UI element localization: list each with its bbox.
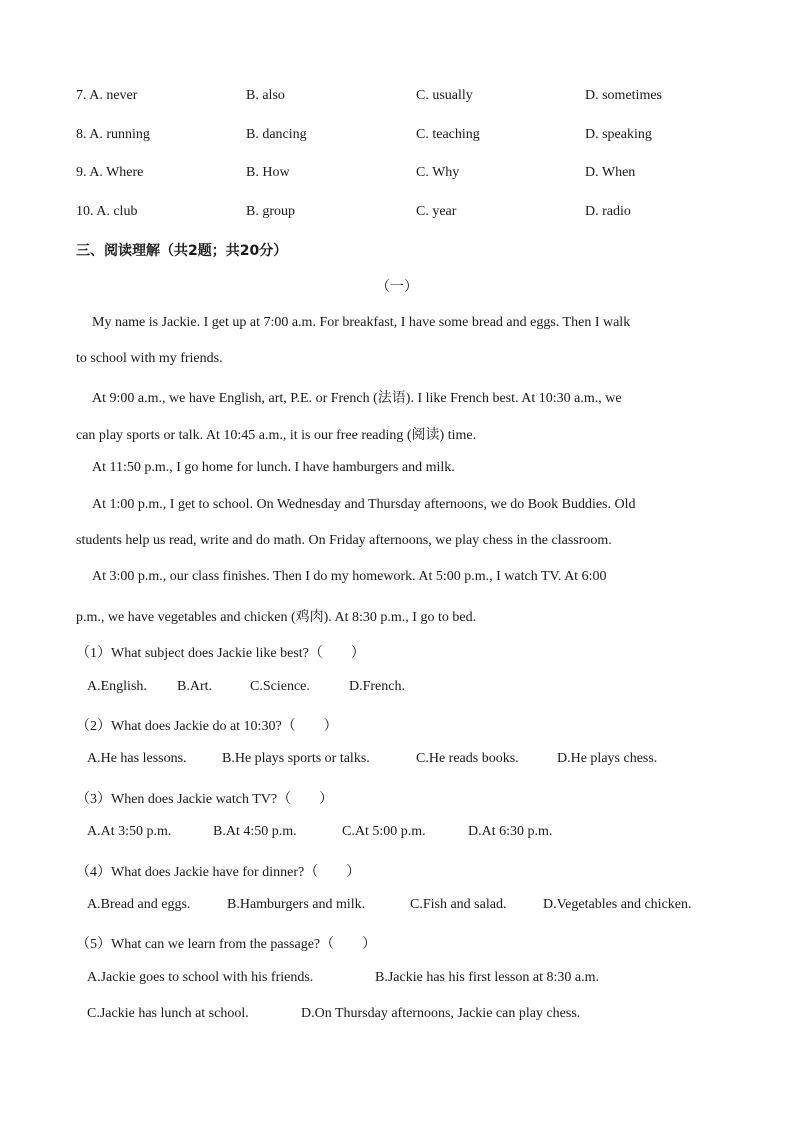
option-9-c: C. Why [416,165,460,180]
answer-5-b: B.Jackie has his first lesson at 8:30 a.m. [375,970,599,985]
answers-1 [87,679,727,699]
answer-4-a: A.Bread and eggs. [87,897,191,912]
question-3: （3）When does Jackie watch TV?（ ） [76,792,334,807]
answer-5-c: C.Jackie has lunch at school. [87,1006,249,1021]
answer-4-b: B.Hamburgers and milk. [227,897,366,912]
option-9-a: 9. A. Where [76,165,144,180]
answer-4-d: D.Vegetables and chicken. [543,897,692,912]
passage-line: to school with my friends. [76,351,223,366]
option-8-c: C. teaching [416,127,480,142]
answer-2-a: A.He has lessons. [87,751,187,766]
answers-5-row1 [87,970,727,990]
option-7-a: 7. A. never [76,88,138,103]
answer-2-d: D.He plays chess. [557,751,658,766]
option-9-d: D. When [585,165,636,180]
answer-5-a: A.Jackie goes to school with his friends. [87,970,314,985]
answer-5-d: D.On Thursday afternoons, Jackie can play chess. [301,1006,581,1021]
passage-line: students help us read, write and do math. On Friday afternoons, we play chess in the classroom. [76,533,612,548]
passage-line: My name is Jackie. I get up at 7:00 a.m. For breakfast, I have some bread and eggs. Then I walk [92,315,631,330]
question-4: （4）What does Jackie have for dinner?（ ） [76,865,361,880]
answer-2-b: B.He plays sports or talks. [222,751,370,766]
option-7-b: B. also [246,88,285,103]
answer-4-c: C.Fish and salad. [410,897,507,912]
answers-5-row2 [87,1006,727,1026]
option-8-a: 8. A. running [76,127,150,142]
passage-line: At 3:00 p.m., our class finishes. Then I do my homework. At 5:00 p.m., I watch TV. At 6:00 [92,569,607,584]
question-5: （5）What can we learn from the passage?（ ） [76,937,377,952]
answer-3-b: B.At 4:50 p.m. [213,824,297,839]
option-9-b: B. How [246,165,290,180]
option-10-d: D. radio [585,204,631,219]
answer-1-a: A.English. [87,679,147,694]
option-8-d: D. speaking [585,127,652,142]
answer-1-d: D.French. [349,679,405,694]
answer-2-c: C.He reads books. [416,751,519,766]
option-row-9 [76,165,716,185]
answer-3-a: A.At 3:50 p.m. [87,824,172,839]
answer-1-b: B.Art. [177,679,212,694]
answer-1-c: C.Science. [250,679,310,694]
option-7-c: C. usually [416,88,473,103]
section-heading: 三、阅读理解（共2题；共20分） [76,243,288,259]
option-10-b: B. group [246,204,295,219]
answers-3 [87,824,727,844]
passage-line: At 9:00 a.m., we have English, art, P.E. or French (法语). I like French best. At 10:30 a.m., we [92,391,622,406]
option-10-a: 10. A. club [76,204,138,219]
answers-2 [87,751,727,771]
option-row-8 [76,127,716,147]
passage-line: p.m., we have vegetables and chicken (鸡肉). At 8:30 p.m., I go to bed. [76,610,477,625]
option-row-10 [76,204,716,224]
option-7-d: D. sometimes [585,88,662,103]
passage-subheading: （一） [376,280,418,295]
question-2: （2）What does Jackie do at 10:30?（ ） [76,719,338,734]
option-10-c: C. year [416,204,457,219]
option-8-b: B. dancing [246,127,307,142]
answer-3-c: C.At 5:00 p.m. [342,824,426,839]
answer-3-d: D.At 6:30 p.m. [468,824,553,839]
passage-line: can play sports or talk. At 10:45 a.m., it is our free reading (阅读) time. [76,428,477,443]
passage-line: At 11:50 p.m., I go home for lunch. I have hamburgers and milk. [92,460,455,475]
answers-4 [87,897,727,917]
option-row-7 [76,88,716,108]
passage-line: At 1:00 p.m., I get to school. On Wednesday and Thursday afternoons, we do Book Buddies. Old [92,497,636,512]
question-1: （1）What subject does Jackie like best?（ ） [76,646,365,661]
